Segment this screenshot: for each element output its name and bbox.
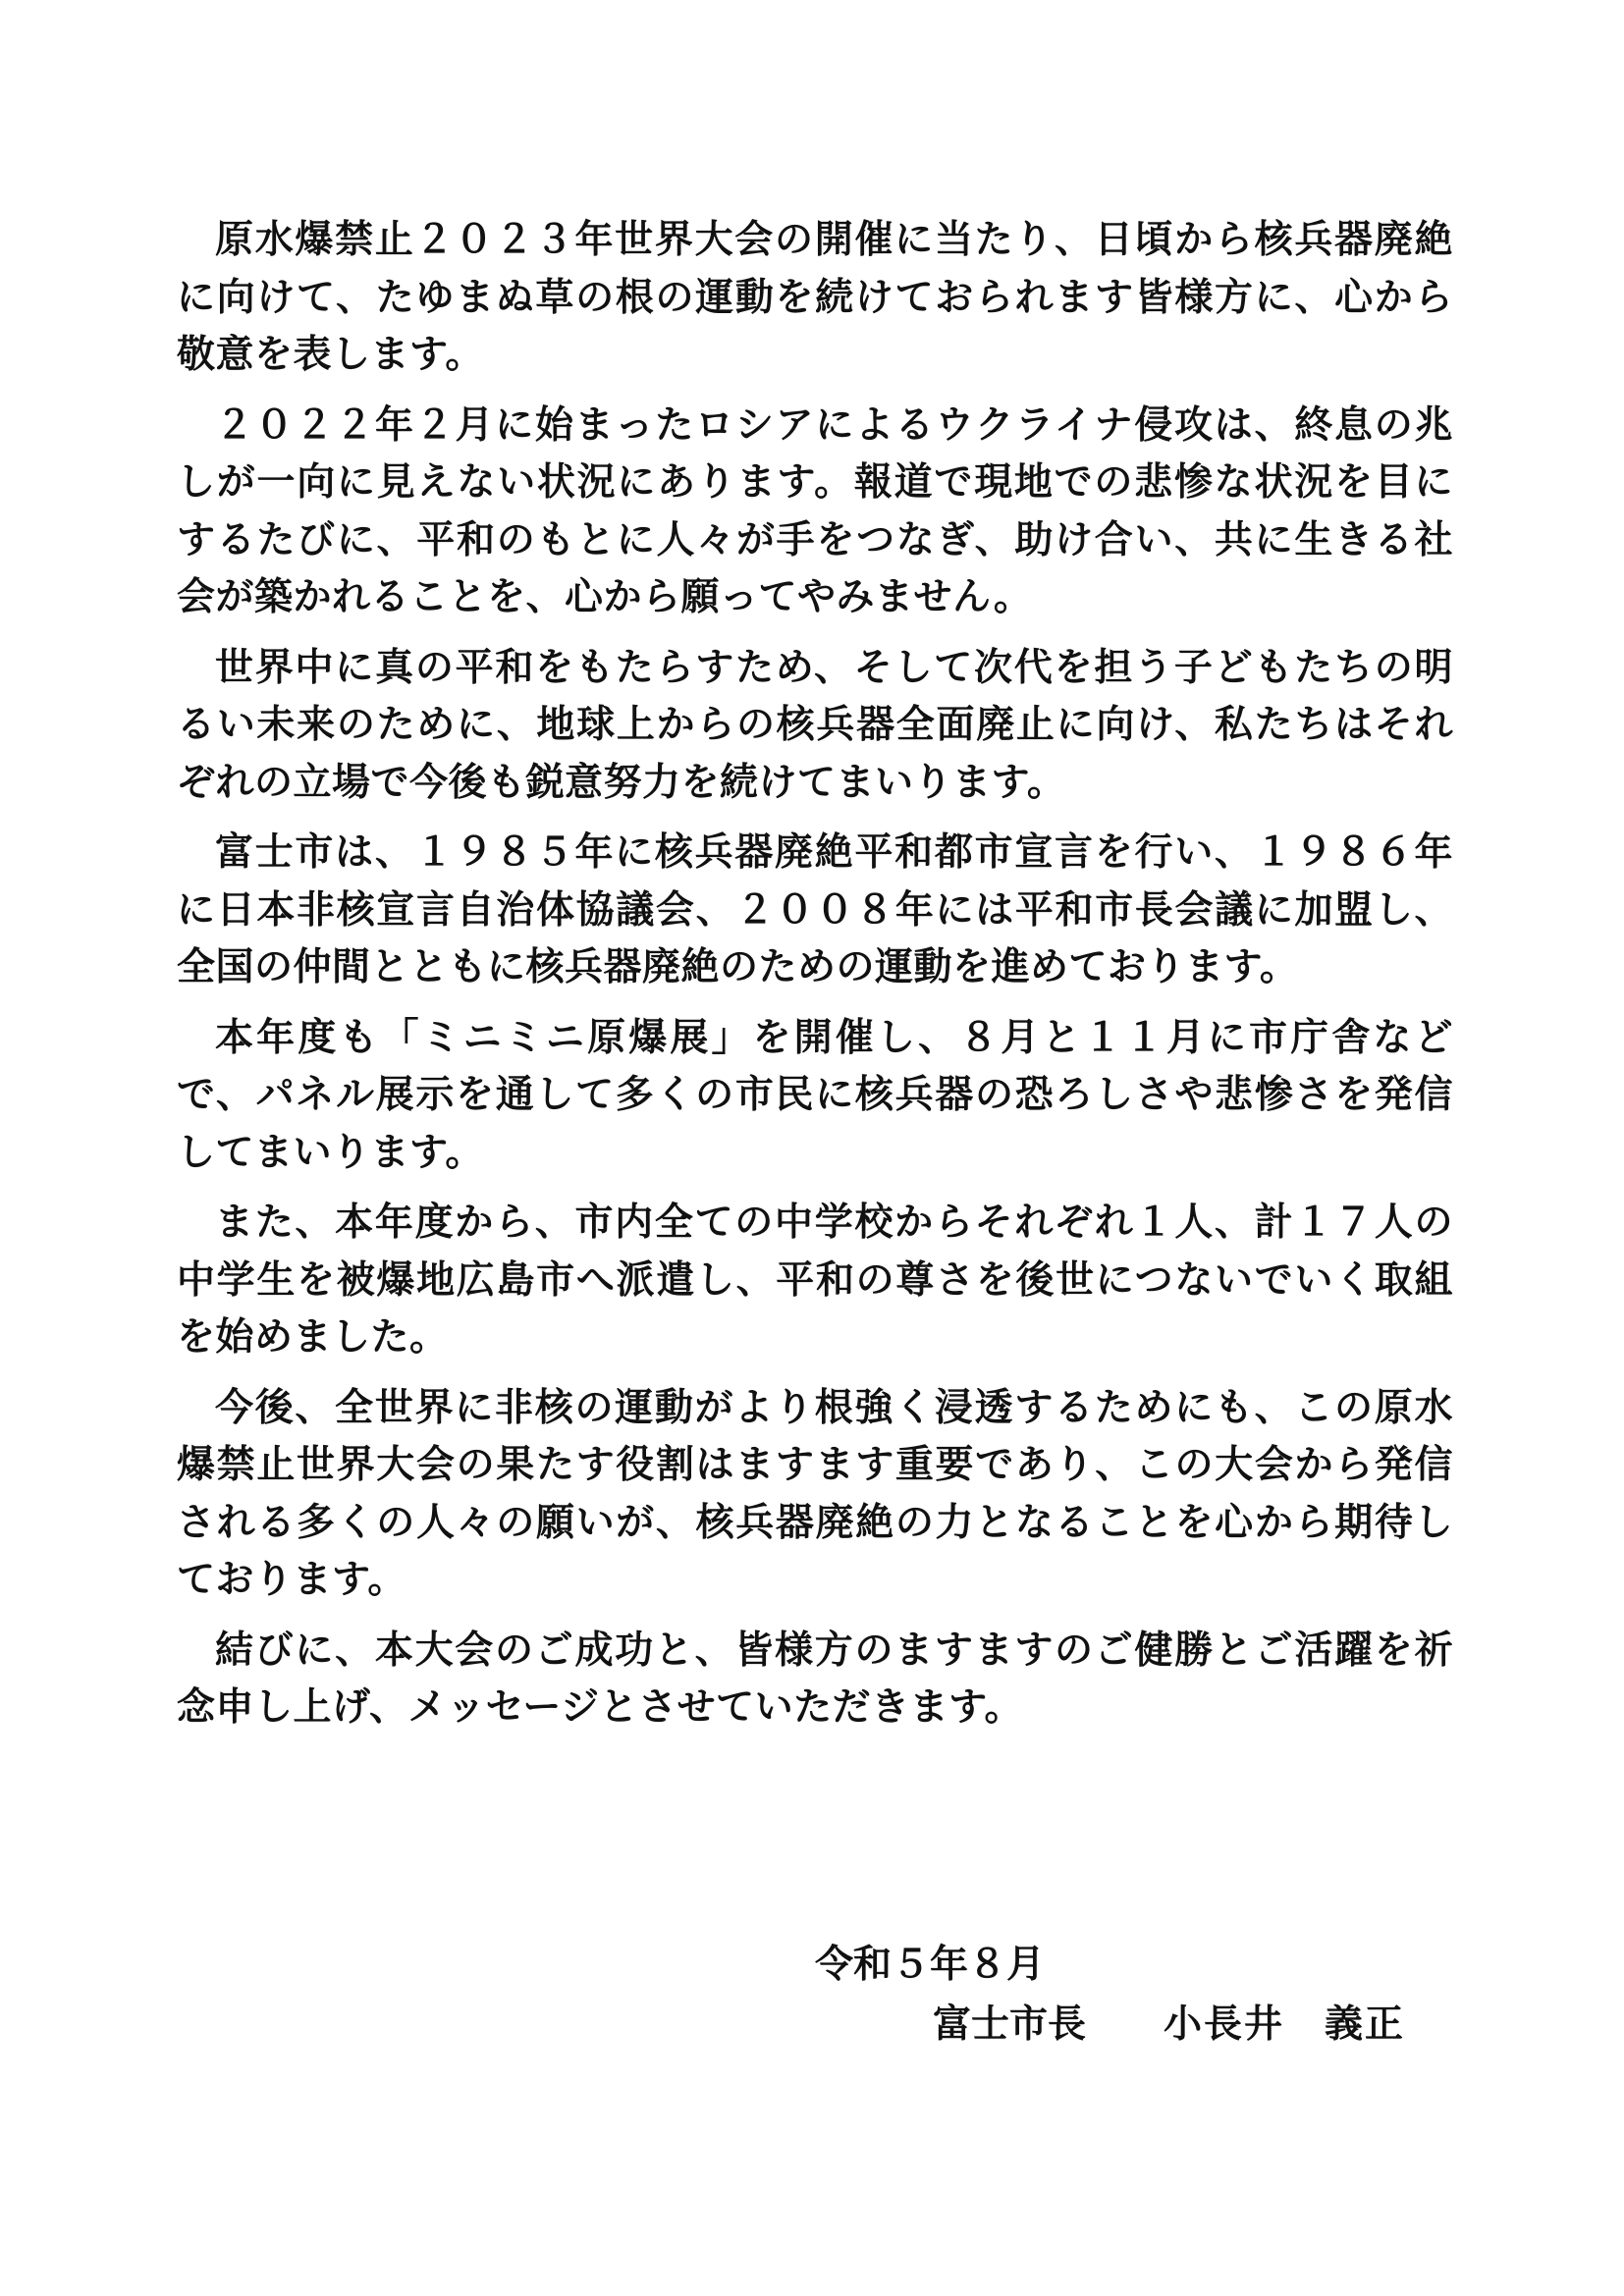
paragraph-fuji-city: 富士市は、１９８５年に核兵器廃絶平和都市宣言を行い、１９８６年に日本非核宣言自治体協議会、２００８年には平和市長会議に加盟し、全国の仲間とともに核兵器廃絶のための運動を進めております。 [177, 829, 1453, 989]
paragraph-closing: 結びに、本大会のご成功と、皆様方のますますのご健勝とご活躍を祈念申し上げ、メッセージとさせていただきます。 [177, 1627, 1453, 1730]
paragraph-future: 今後、全世界に非核の運動がより根強く浸透するためにも、この原水爆禁止世界大会の果たす役割はますます重要であり、この大会から発信される多くの人々の願いが、核兵器廃絶の力となることを心から期待しております。 [177, 1384, 1453, 1602]
paragraph-exhibition: 本年度も「ミニミニ原爆展」を開催し、８月と１１月に市庁舎などで、パネル展示を通して多くの市民に核兵器の恐ろしさや悲惨さを発信してまいります。 [177, 1014, 1453, 1175]
signature-name: 小長井 義正 [1164, 2002, 1406, 2047]
paragraph-opening: 原水爆禁止２０２３年世界大会の開催に当たり、日頃から核兵器廃絶に向けて、たゆまぬ草の根の運動を続けておられます皆様方に、心から敬意を表します。 [177, 217, 1453, 377]
paragraph-ukraine: ２０２２年２月に始まったロシアによるウクライナ侵攻は、終息の兆しが一向に見えない状況にあります。報道で現地での悲惨な状況を目にするたびに、平和のもとに人々が手をつなぎ、助け合い、共に生きる社会が築かれることを、心から願ってやみません。 [177, 401, 1453, 619]
signature-title: 富士市長 [933, 2002, 1087, 2047]
paragraph-world-peace: 世界中に真の平和をもたらすため、そして次代を担う子どもたちの明るい未来のために、地球上からの核兵器全面廃止に向け、私たちはそれぞれの立場で今後も鋭意努力を続けてまいります。 [177, 644, 1453, 805]
message-body [177, 211, 1453, 1749]
paragraph-students: また、本年度から、市内全ての中学校からそれぞれ１人、計１７人の中学生を被爆地広島市へ派遣し、平和の尊さを後世につないでいく取組を始めました。 [177, 1200, 1453, 1360]
signature-date: 令和５年８月 [815, 1942, 1046, 1987]
